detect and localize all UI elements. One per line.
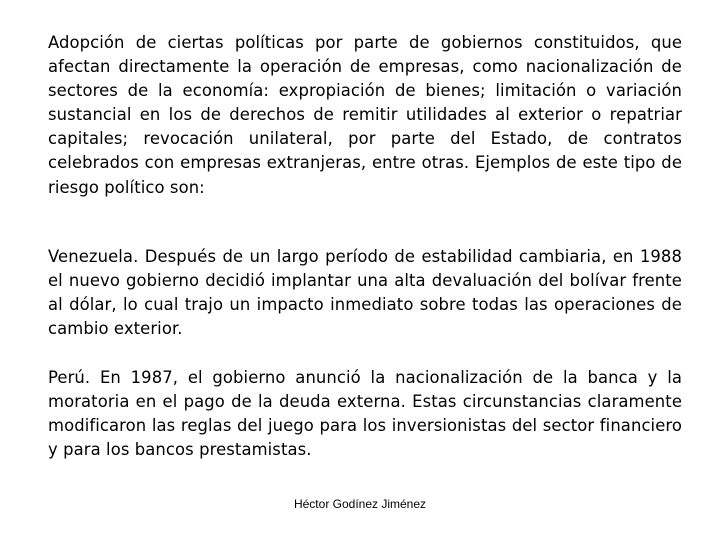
author-footer: Héctor Godínez Jiménez — [293, 497, 427, 511]
paragraph-venezuela-example: Venezuela. Después de un largo período de estabilidad cambiaria, en 1988 el nuevo gobierno decidió implantar una alta devaluación del bolívar frente al dólar, lo cual trajo un impacto inmediato sobre todas las operaciones de cambio exterior. — [48, 247, 682, 339]
paragraph-political-risk-definition: Adopción de ciertas políticas por parte de gobiernos constituidos, que afectan directamente la operación de empresas, como nacionalización de sectores de la economía: expropiación de bienes; limitación o variación sustancial en los de derechos de remitir utilidades al exterior o repatriar capitales; revocación unilateral, por parte del Estado, de contratos celebrados con empresas extranjeras, entre otras. Ejemplos de este tipo de riesgo político son: — [48, 33, 682, 197]
paragraph-peru-example: Perú. En 1987, el gobierno anunció la nacionalización de la banca y la moratoria en el pago de la deuda externa. Estas circunstancias claramente modificaron las reglas del juego para los inversionistas del sector financiero y para los bancos prestamistas. — [48, 368, 682, 460]
